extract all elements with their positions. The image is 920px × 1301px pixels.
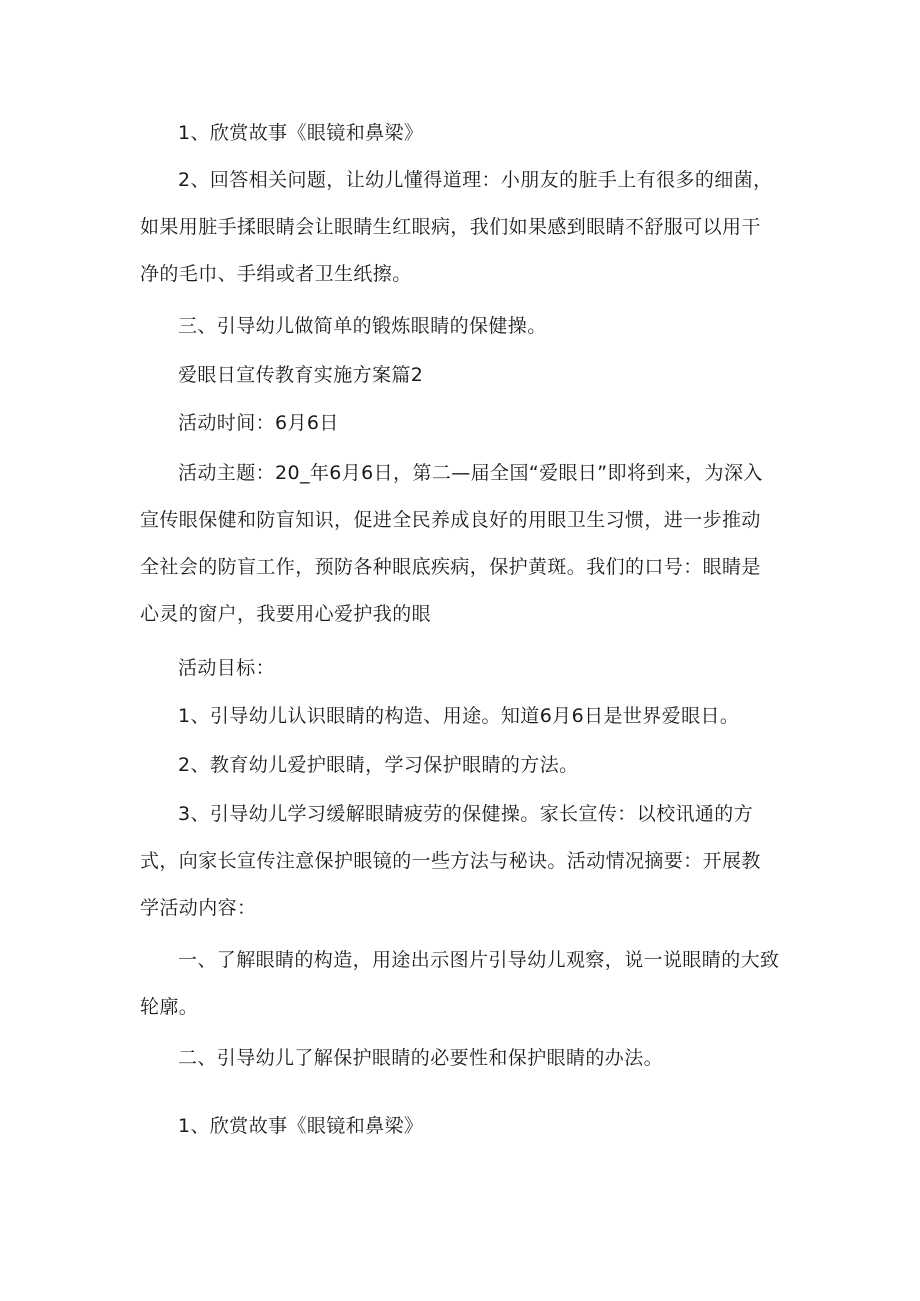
paragraph-story-2: 1、欣赏故事《眼镜和鼻梁》 [178, 1115, 424, 1137]
paragraph-understand-eye: 一、了解眼睛的构造，用途出示图片引导幼儿观察，说一说眼睛的大致轮廓。 [140, 949, 780, 1018]
paragraph-answer-questions: 2、回答相关问题，让幼儿懂得道理：小朋友的脏手上有很多的细菌，如果用脏手揉眼睛会让眼睛生红眼病，我们如果感到眼睛不舒服可以用干净的毛巾、手绢或者卫生纸擦。 [140, 169, 773, 285]
paragraph-activity-goals: 活动目标： [178, 657, 276, 679]
paragraph-eye-exercise: 三、引导幼儿做简单的锻炼眼睛的保健操。 [178, 315, 547, 337]
paragraph-activity-time: 活动时间：6月6日 [178, 412, 339, 434]
paragraph-activity-theme: 活动主题：20_年6月6日，第二—届全国“爱眼日”即将到来，为深入宣传眼保健和防盲知识，促进全民养成良好的用眼卫生习惯，进一步推动全社会的防盲工作，预防各种眼底疾病，保护黄斑。我们的口号：眼睛是心灵的窗户，我要用心爱护我的眼 [140, 462, 763, 625]
paragraph-protect-eye: 二、引导幼儿了解保护眼睛的必要性和保护眼睛的办法。 [178, 1047, 664, 1069]
section-title: 爱眼日宣传教育实施方案篇2 [178, 364, 424, 386]
paragraph-goal-2: 2、教育幼儿爱护眼睛，学习保护眼睛的方法。 [178, 754, 579, 776]
paragraph-story-1: 1、欣赏故事《眼镜和鼻梁》 [178, 122, 424, 144]
paragraph-goal-1: 1、引导幼儿认识眼睛的构造、用途。知道6月6日是世界爱眼日。 [178, 705, 740, 727]
paragraph-goal-3: 3、引导幼儿学习缓解眼睛疲劳的保健操。家长宣传：以校讯通的方式，向家长宣传注意保护眼镜的一些方法与秘诀。活动情况摘要：开展教学活动内容： [140, 803, 761, 919]
